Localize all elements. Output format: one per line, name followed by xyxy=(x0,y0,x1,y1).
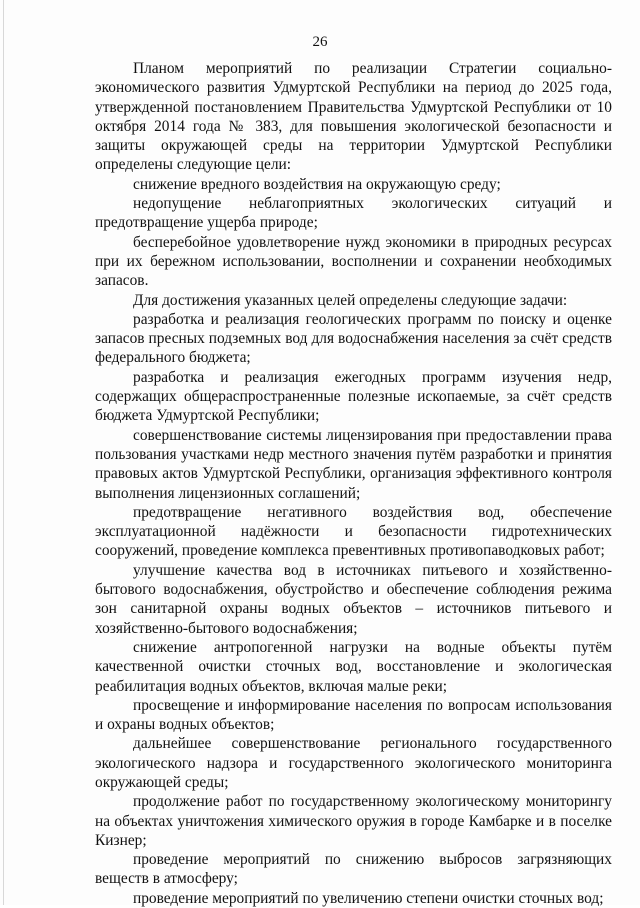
paragraph-goal: бесперебойное удовлетворение нужд экономики в природных ресурсах при их бережном использовании, восполнении и сохранении необходимых запасов. xyxy=(95,233,612,290)
paragraph-task: разработка и реализация ежегодных программ изучения недр, содержащих общераспространенные полезные ископаемые, за счёт средств бюджета Удмуртской Республики; xyxy=(95,368,612,425)
paragraph-goal: недопущение неблагоприятных экологических ситуаций и предотвращение ущерба природе; xyxy=(95,195,612,232)
paragraph-task: проведение мероприятий по снижению выбросов загрязняющих веществ в атмосферу; xyxy=(95,851,612,888)
paragraph-task: просвещение и информирование населения по вопросам использования и охраны водных объектов; xyxy=(95,696,612,734)
paragraph-task: предотвращение негативного воздействия вод, обеспечение эксплуатационной надёжности и безопасности гидротехнических сооружений, проведение комплекса превентивных противопаводковых работ; xyxy=(95,503,612,560)
paragraph-task: проведение мероприятий по увеличению степени очистки сточных вод; xyxy=(133,889,604,907)
paragraph-task: продолжение работ по государственному экологическому мониторингу на объектах уничтожения химического оружия в городе Камбарке и в поселке Кизнер; xyxy=(95,793,612,849)
scan-edge xyxy=(3,0,4,905)
page-number: 26 xyxy=(312,34,328,50)
paragraph-task: снижение антропогенной нагрузки на водные объекты путём качественной очистки сточных вод, восстановление и экологическая реабилитация водных объектов, включая малые реки; xyxy=(95,638,612,695)
paragraph-task: дальнейшее совершенствование регионального государственного экологического надзора и государственного экологического мониторинга окружающей среды; xyxy=(95,735,612,791)
paragraph-intro: Планом мероприятий по реализации Стратегии социально-экономического развития Удмуртской Республики на период до 2025 года, утвержденной постановлением Правительства Удмуртской Республики от 10 октября 2014 года № 383, для повышения экологической безопасности и защиты окружающей среды на территории Удмуртской Республики определены следующие цели: xyxy=(95,60,612,174)
paragraph-task: совершенствование системы лицензирования при предоставлении права пользования участками недр местного значения путём разработки и принятия правовых актов Удмуртской Республики, организация эффективного контроля выполнения лицензионных соглашений; xyxy=(95,426,612,502)
body-text xyxy=(95,59,612,908)
paragraph-task: разработка и реализация геологических программ по поиску и оценке запасов пресных подземных вод для водоснабжения населения за счёт средств федерального бюджета; xyxy=(95,310,612,367)
paragraph-goal: снижение вредного воздействия на окружающую среду; xyxy=(133,175,501,193)
paragraph-task: улучшение качества вод в источниках питьевого и хозяйственно-бытового водоснабжения, обустройство и обеспечение соблюдения режима зон санитарной охраны водных объектов – источников питьевого и хозяйственно-бытового водоснабжения; xyxy=(95,561,612,637)
paragraph-tasks-intro: Для достижения указанных целей определены следующие задачи: xyxy=(133,291,568,309)
